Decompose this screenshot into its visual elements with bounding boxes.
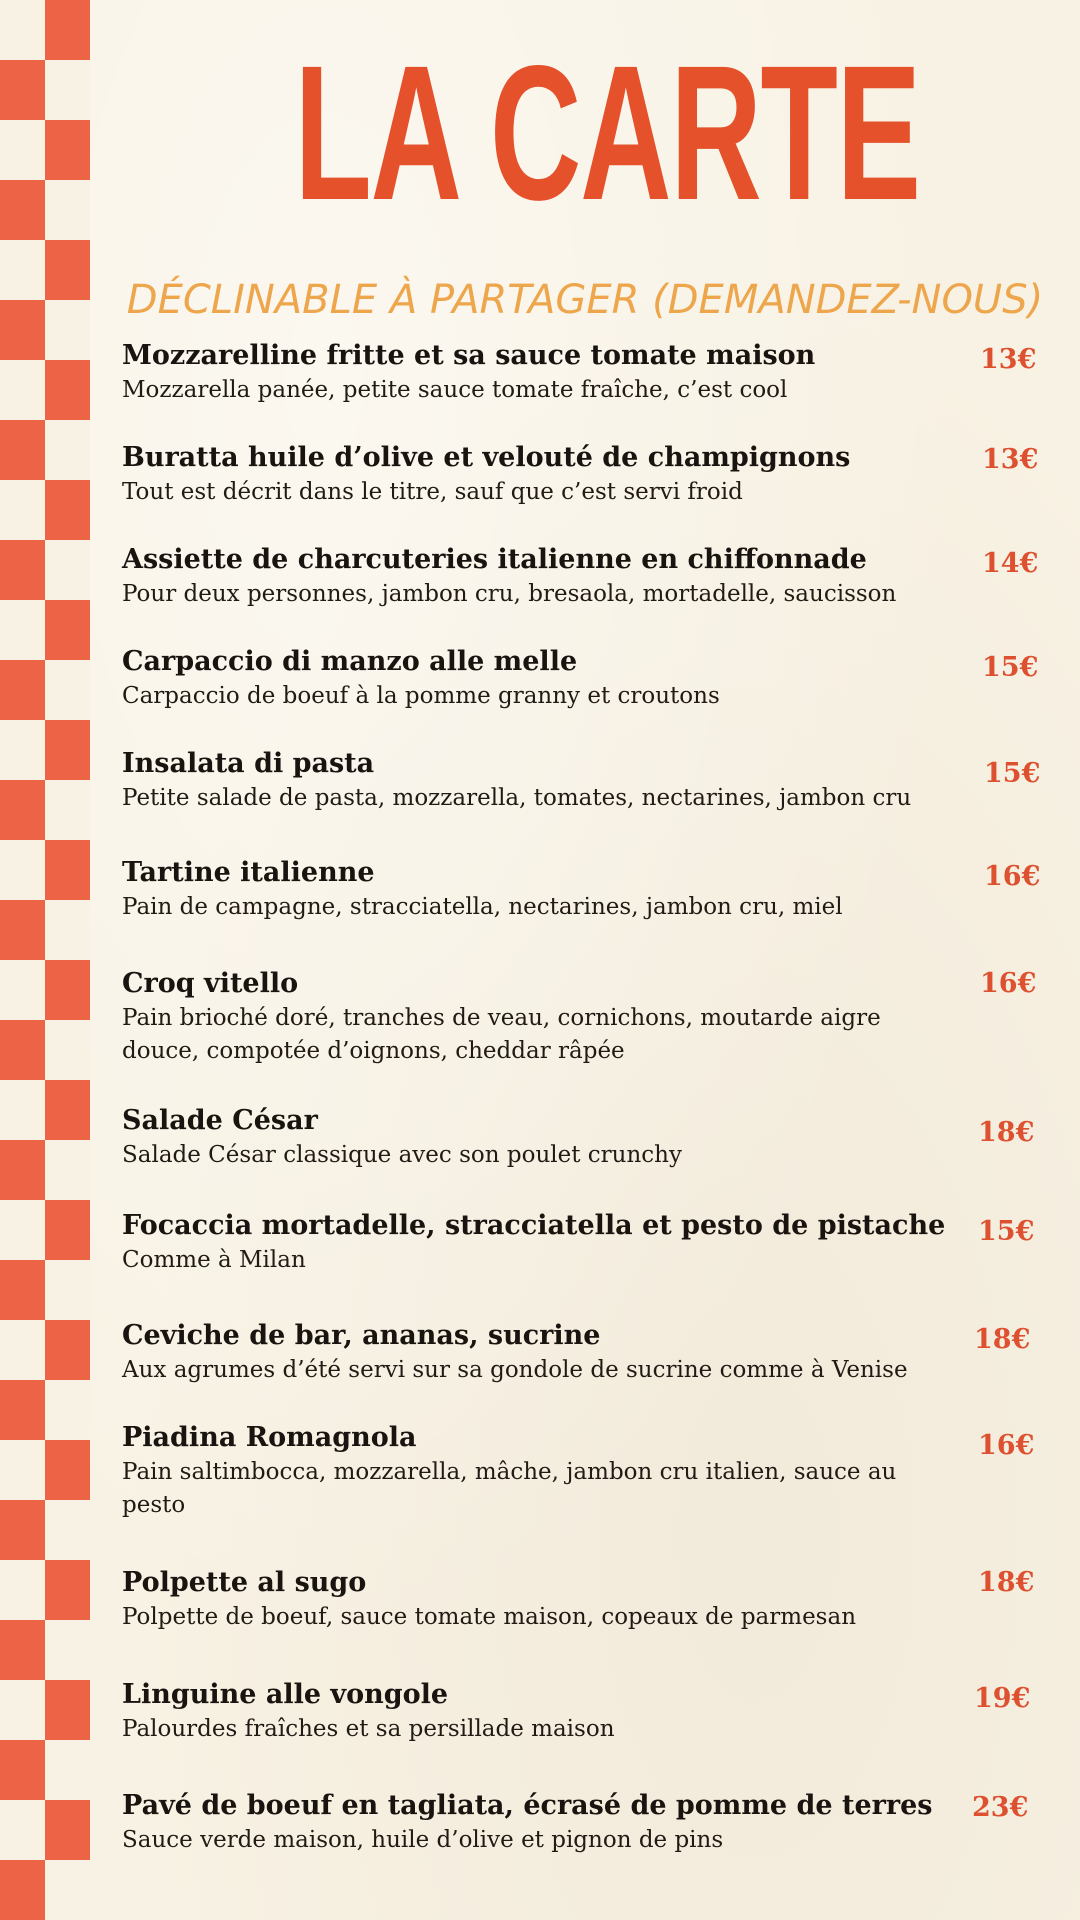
menu-item-description: Mozzarella panée, petite sauce tomate fraîche, c’est cool xyxy=(122,377,788,403)
menu-item-price: 23€ xyxy=(972,1792,1029,1823)
menu-item-price: 15€ xyxy=(982,652,1039,683)
menu-item-price: 16€ xyxy=(980,968,1037,999)
menu-item xyxy=(122,542,1042,611)
menu-item-name: Piadina Romagnola xyxy=(122,1422,417,1453)
menu-item-name: Assiette de charcuteries italienne en chiffonnade xyxy=(122,544,867,575)
menu-item-name: Pavé de boeuf en tagliata, écrasé de pomme de terres xyxy=(122,1790,933,1821)
menu-item-name: Carpaccio di manzo alle melle xyxy=(122,646,578,677)
menu-item-description: Palourdes fraîches et sa persillade maison xyxy=(122,1716,615,1742)
menu-item-name: Ceviche de bar, ananas, sucrine xyxy=(122,1320,601,1351)
menu-item-price: 13€ xyxy=(982,444,1039,475)
menu-item-name: Mozzarelline fritte et sa sauce tomate maison xyxy=(122,340,816,371)
menu-item-price: 13€ xyxy=(980,344,1037,375)
menu-item-description: Pain brioché doré, tranches de veau, cornichons, moutarde aigre douce, compotée d’oignons, cheddar râpée xyxy=(122,1005,881,1064)
menu-item-price: 18€ xyxy=(974,1324,1031,1355)
menu-item-price: 15€ xyxy=(984,758,1041,789)
menu-item-description: Comme à Milan xyxy=(122,1247,306,1273)
menu-item xyxy=(122,1420,1042,1522)
menu-item-description: Petite salade de pasta, mozzarella, tomates, nectarines, jambon cru xyxy=(122,785,912,811)
menu-item xyxy=(122,1208,1042,1277)
menu-item-name: Focaccia mortadelle, stracciatella et pesto de pistache xyxy=(122,1210,946,1241)
page-subtitle: DÉCLINABLE À PARTAGER (DEMANDEZ-NOUS) xyxy=(126,277,1044,323)
menu-item xyxy=(122,338,1042,407)
menu-item-name: Insalata di pasta xyxy=(122,748,375,779)
menu-item-name: Linguine alle vongole xyxy=(122,1679,449,1710)
menu-item-price: 15€ xyxy=(978,1216,1035,1247)
menu-item xyxy=(122,855,1042,924)
menu-item xyxy=(122,1318,1042,1387)
menu-item-name: Salade César xyxy=(122,1105,318,1136)
menu-item-name: Buratta huile d’olive et velouté de champignons xyxy=(122,442,851,473)
menu-item-description: Sauce verde maison, huile d’olive et pignon de pins xyxy=(122,1827,724,1853)
menu-item xyxy=(122,1565,1042,1634)
menu-item-price: 14€ xyxy=(982,548,1039,579)
menu-item-description: Polpette de boeuf, sauce tomate maison, copeaux de parmesan xyxy=(122,1604,857,1630)
page-title: LA CARTE xyxy=(294,25,920,240)
menu-item-description: Pain de campagne, stracciatella, nectarines, jambon cru, miel xyxy=(122,894,843,920)
menu-item-description: Carpaccio de boeuf à la pomme granny et croutons xyxy=(122,683,720,709)
menu-item-name: Croq vitello xyxy=(122,968,299,999)
menu-item-price: 19€ xyxy=(974,1683,1031,1714)
menu-item xyxy=(122,966,1042,1068)
menu-item xyxy=(122,746,1042,815)
menu-item xyxy=(122,644,1042,713)
menu-item-price: 18€ xyxy=(978,1117,1035,1148)
menu-item-description: Salade César classique avec son poulet crunchy xyxy=(122,1142,682,1168)
menu-item-name: Polpette al sugo xyxy=(122,1567,367,1598)
menu-item xyxy=(122,440,1042,509)
menu-item-price: 16€ xyxy=(978,1430,1035,1461)
menu-item-name: Tartine italienne xyxy=(122,857,375,888)
menu-item-price: 18€ xyxy=(978,1567,1035,1598)
menu-item xyxy=(122,1677,1042,1746)
menu-item-description: Pour deux personnes, jambon cru, bresaola, mortadelle, saucisson xyxy=(122,581,897,607)
menu-item-description: Tout est décrit dans le titre, sauf que c’est servi froid xyxy=(122,479,743,505)
menu-item xyxy=(122,1103,1042,1172)
menu-item-price: 16€ xyxy=(984,861,1041,892)
menu-item-description: Pain saltimbocca, mozzarella, mâche, jambon cru italien, sauce au pesto xyxy=(122,1459,897,1518)
menu-item-description: Aux agrumes d’été servi sur sa gondole de sucrine comme à Venise xyxy=(122,1357,908,1383)
checkerboard-border xyxy=(0,0,90,1920)
menu-item xyxy=(122,1788,1042,1857)
